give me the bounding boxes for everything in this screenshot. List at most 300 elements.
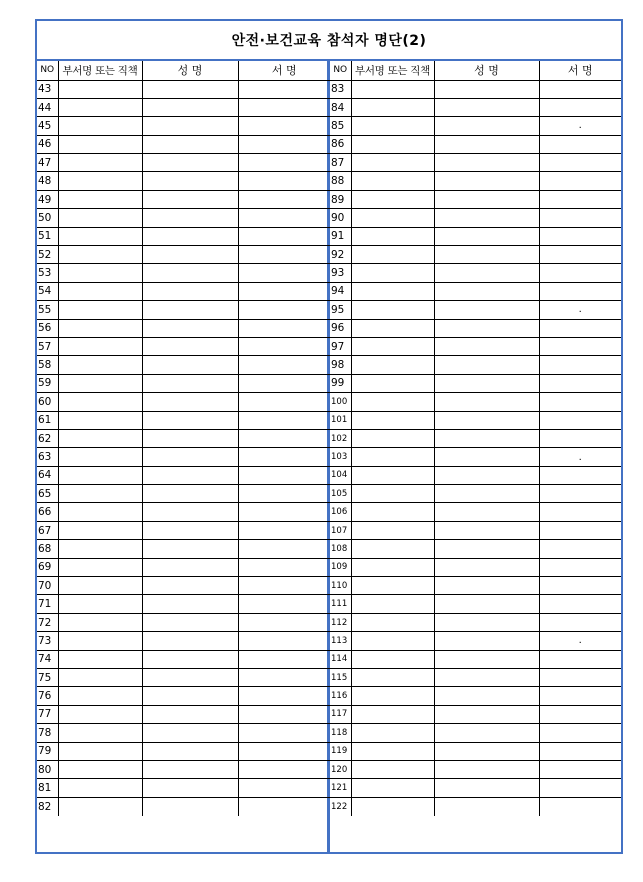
table-row <box>37 356 330 374</box>
name-cell[interactable] <box>142 393 238 411</box>
dept-cell[interactable] <box>58 374 142 392</box>
name-cell[interactable] <box>142 172 238 190</box>
row-number: 107 <box>330 521 351 539</box>
signature-cell[interactable] <box>238 117 330 135</box>
signature-cell[interactable] <box>539 650 621 668</box>
left-table-section <box>37 61 330 852</box>
name-cell[interactable] <box>434 521 539 539</box>
name-cell[interactable] <box>142 282 238 300</box>
dept-cell[interactable] <box>58 356 142 374</box>
dept-cell[interactable] <box>351 246 434 264</box>
name-cell[interactable] <box>434 246 539 264</box>
dept-cell[interactable] <box>58 595 142 613</box>
signature-cell[interactable] <box>539 742 621 760</box>
signature-cell[interactable] <box>539 190 621 208</box>
signature-cell[interactable] <box>238 393 330 411</box>
name-cell[interactable] <box>434 632 539 650</box>
dept-cell[interactable] <box>58 724 142 742</box>
table-row <box>37 282 330 300</box>
dept-cell[interactable] <box>351 558 434 576</box>
name-cell[interactable] <box>142 448 238 466</box>
dept-cell[interactable] <box>351 540 434 558</box>
row-number: 87 <box>330 154 351 172</box>
dept-cell[interactable] <box>58 521 142 539</box>
signature-cell[interactable] <box>238 301 330 319</box>
table-row <box>330 760 621 778</box>
signature-cell[interactable] <box>238 227 330 245</box>
name-cell[interactable] <box>142 190 238 208</box>
name-cell[interactable] <box>434 429 539 447</box>
table-row <box>330 540 621 558</box>
signature-cell[interactable] <box>238 98 330 116</box>
dept-cell[interactable] <box>351 264 434 282</box>
name-cell[interactable] <box>142 485 238 503</box>
row-number: 84 <box>330 98 351 116</box>
dept-cell[interactable] <box>58 760 142 778</box>
table-row <box>330 301 621 319</box>
header-no: NO <box>37 61 58 80</box>
signature-cell[interactable]: . <box>539 301 621 319</box>
signature-cell[interactable] <box>238 190 330 208</box>
dept-cell[interactable] <box>58 429 142 447</box>
name-cell[interactable] <box>142 705 238 723</box>
dept-cell[interactable] <box>351 779 434 797</box>
name-cell[interactable] <box>434 448 539 466</box>
dept-cell[interactable] <box>58 393 142 411</box>
table-row <box>330 209 621 227</box>
table-row <box>330 503 621 521</box>
row-number: 102 <box>330 429 351 447</box>
name-cell[interactable] <box>142 779 238 797</box>
row-number: 121 <box>330 779 351 797</box>
table-row <box>37 190 330 208</box>
signature-cell[interactable] <box>539 356 621 374</box>
name-cell[interactable] <box>142 319 238 337</box>
dept-cell[interactable] <box>351 466 434 484</box>
name-cell[interactable] <box>142 595 238 613</box>
name-cell[interactable] <box>142 466 238 484</box>
signature-cell[interactable] <box>539 521 621 539</box>
row-number: 74 <box>37 650 58 668</box>
name-cell[interactable] <box>434 135 539 153</box>
name-cell[interactable] <box>142 613 238 631</box>
signature-cell[interactable] <box>238 760 330 778</box>
name-cell[interactable] <box>142 98 238 116</box>
signature-cell[interactable] <box>539 466 621 484</box>
signature-cell[interactable] <box>539 154 621 172</box>
dept-cell[interactable] <box>58 540 142 558</box>
signature-cell[interactable] <box>539 80 621 98</box>
row-number: 86 <box>330 135 351 153</box>
dept-cell[interactable] <box>58 282 142 300</box>
name-cell[interactable] <box>142 374 238 392</box>
dept-cell[interactable] <box>58 117 142 135</box>
row-number: 85 <box>330 117 351 135</box>
signature-cell[interactable] <box>238 613 330 631</box>
table-row <box>37 540 330 558</box>
row-number: 65 <box>37 485 58 503</box>
dept-cell[interactable] <box>58 227 142 245</box>
signature-cell[interactable] <box>539 705 621 723</box>
name-cell[interactable] <box>142 80 238 98</box>
table-row <box>37 227 330 245</box>
name-cell[interactable] <box>434 613 539 631</box>
dept-cell[interactable] <box>58 705 142 723</box>
dept-cell[interactable] <box>351 374 434 392</box>
signature-cell[interactable] <box>539 503 621 521</box>
name-cell[interactable] <box>142 632 238 650</box>
dept-cell[interactable] <box>58 172 142 190</box>
row-number: 101 <box>330 411 351 429</box>
signature-cell[interactable] <box>238 246 330 264</box>
signature-cell[interactable] <box>539 558 621 576</box>
dept-cell[interactable] <box>58 80 142 98</box>
dept-cell[interactable] <box>351 724 434 742</box>
name-cell[interactable] <box>434 172 539 190</box>
dept-cell[interactable] <box>351 448 434 466</box>
signature-cell[interactable] <box>539 595 621 613</box>
name-cell[interactable] <box>434 503 539 521</box>
dept-cell[interactable] <box>58 632 142 650</box>
signature-cell[interactable] <box>238 595 330 613</box>
signature-cell[interactable]: . <box>539 448 621 466</box>
name-cell[interactable] <box>142 429 238 447</box>
dept-cell[interactable] <box>58 190 142 208</box>
signature-cell[interactable] <box>539 797 621 815</box>
signature-cell[interactable] <box>238 687 330 705</box>
dept-cell[interactable] <box>351 485 434 503</box>
name-cell[interactable] <box>434 466 539 484</box>
dept-cell[interactable] <box>351 301 434 319</box>
name-cell[interactable] <box>142 337 238 355</box>
name-cell[interactable] <box>434 540 539 558</box>
signature-cell[interactable] <box>539 227 621 245</box>
name-cell[interactable] <box>142 356 238 374</box>
signature-cell[interactable] <box>539 429 621 447</box>
signature-cell[interactable] <box>238 264 330 282</box>
signature-cell[interactable] <box>539 172 621 190</box>
dept-cell[interactable] <box>351 742 434 760</box>
signature-cell[interactable] <box>238 577 330 595</box>
table-row <box>37 650 330 668</box>
dept-cell[interactable] <box>351 687 434 705</box>
table-row <box>330 705 621 723</box>
signature-cell[interactable] <box>238 650 330 668</box>
name-cell[interactable] <box>142 503 238 521</box>
dept-cell[interactable] <box>58 246 142 264</box>
row-number: 53 <box>37 264 58 282</box>
name-cell[interactable] <box>142 154 238 172</box>
signature-cell[interactable] <box>238 429 330 447</box>
dept-cell[interactable] <box>58 154 142 172</box>
name-cell[interactable] <box>142 227 238 245</box>
signature-cell[interactable] <box>539 577 621 595</box>
signature-cell[interactable] <box>539 540 621 558</box>
dept-cell[interactable] <box>351 632 434 650</box>
name-cell[interactable] <box>434 650 539 668</box>
signature-cell[interactable] <box>539 246 621 264</box>
name-cell[interactable] <box>142 577 238 595</box>
signature-cell[interactable] <box>539 393 621 411</box>
signature-cell[interactable] <box>238 448 330 466</box>
dept-cell[interactable] <box>351 282 434 300</box>
name-cell[interactable] <box>434 190 539 208</box>
name-cell[interactable] <box>434 742 539 760</box>
signature-cell[interactable] <box>539 485 621 503</box>
dept-cell[interactable] <box>351 411 434 429</box>
dept-cell[interactable] <box>58 558 142 576</box>
signature-cell[interactable] <box>539 613 621 631</box>
dept-cell[interactable] <box>351 669 434 687</box>
dept-cell[interactable] <box>351 80 434 98</box>
name-cell[interactable] <box>434 705 539 723</box>
signature-cell[interactable] <box>238 466 330 484</box>
name-cell[interactable] <box>434 595 539 613</box>
header-sign: 서 명 <box>539 61 621 80</box>
row-number: 56 <box>37 319 58 337</box>
row-number: 90 <box>330 209 351 227</box>
table-row <box>330 246 621 264</box>
signature-cell[interactable] <box>539 337 621 355</box>
signature-cell[interactable] <box>539 411 621 429</box>
table-row <box>37 632 330 650</box>
signature-cell[interactable] <box>539 282 621 300</box>
name-cell[interactable] <box>142 264 238 282</box>
name-cell[interactable] <box>434 485 539 503</box>
name-cell[interactable] <box>434 227 539 245</box>
name-cell[interactable] <box>434 319 539 337</box>
signature-cell[interactable] <box>539 724 621 742</box>
name-cell[interactable] <box>142 117 238 135</box>
name-cell[interactable] <box>142 135 238 153</box>
row-number: 47 <box>37 154 58 172</box>
name-cell[interactable] <box>142 687 238 705</box>
name-cell[interactable] <box>434 209 539 227</box>
table-row <box>37 135 330 153</box>
signature-cell[interactable] <box>238 411 330 429</box>
name-cell[interactable] <box>434 154 539 172</box>
signature-cell[interactable] <box>238 374 330 392</box>
name-cell[interactable] <box>434 797 539 815</box>
signature-cell[interactable] <box>539 209 621 227</box>
row-number: 49 <box>37 190 58 208</box>
table-row <box>37 429 330 447</box>
name-cell[interactable] <box>434 393 539 411</box>
dept-cell[interactable] <box>351 503 434 521</box>
name-cell[interactable] <box>434 264 539 282</box>
signature-cell[interactable] <box>238 669 330 687</box>
dept-cell[interactable] <box>351 613 434 631</box>
row-number: 83 <box>330 80 351 98</box>
signature-cell[interactable] <box>238 135 330 153</box>
signature-cell[interactable]: . <box>539 117 621 135</box>
signature-cell[interactable] <box>238 172 330 190</box>
dept-cell[interactable] <box>58 319 142 337</box>
dept-cell[interactable] <box>351 319 434 337</box>
name-cell[interactable] <box>142 521 238 539</box>
name-cell[interactable] <box>142 411 238 429</box>
table-row <box>37 337 330 355</box>
dept-cell[interactable] <box>351 337 434 355</box>
row-number: 117 <box>330 705 351 723</box>
dept-cell[interactable] <box>58 742 142 760</box>
signature-cell[interactable] <box>539 669 621 687</box>
dept-cell[interactable] <box>58 135 142 153</box>
signature-cell[interactable]: . <box>539 632 621 650</box>
dept-cell[interactable] <box>58 613 142 631</box>
signature-cell[interactable] <box>238 797 330 815</box>
name-cell[interactable] <box>142 650 238 668</box>
name-cell[interactable] <box>142 724 238 742</box>
dept-cell[interactable] <box>58 687 142 705</box>
dept-cell[interactable] <box>351 797 434 815</box>
dept-cell[interactable] <box>351 135 434 153</box>
name-cell[interactable] <box>434 374 539 392</box>
dept-cell[interactable] <box>351 154 434 172</box>
dept-cell[interactable] <box>58 797 142 815</box>
name-cell[interactable] <box>434 337 539 355</box>
signature-cell[interactable] <box>539 135 621 153</box>
name-cell[interactable] <box>142 760 238 778</box>
signature-cell[interactable] <box>238 209 330 227</box>
name-cell[interactable] <box>142 797 238 815</box>
signature-cell[interactable] <box>238 779 330 797</box>
name-cell[interactable] <box>434 80 539 98</box>
name-cell[interactable] <box>434 98 539 116</box>
row-number: 43 <box>37 80 58 98</box>
name-cell[interactable] <box>434 760 539 778</box>
signature-cell[interactable] <box>238 558 330 576</box>
name-cell[interactable] <box>434 282 539 300</box>
dept-cell[interactable] <box>351 190 434 208</box>
signature-cell[interactable] <box>238 724 330 742</box>
dept-cell[interactable] <box>351 117 434 135</box>
signature-cell[interactable] <box>238 356 330 374</box>
table-row <box>330 466 621 484</box>
name-cell[interactable] <box>434 356 539 374</box>
table-row <box>330 393 621 411</box>
dept-cell[interactable] <box>351 209 434 227</box>
dept-cell[interactable] <box>58 209 142 227</box>
table-row <box>330 650 621 668</box>
table-row <box>330 724 621 742</box>
signature-cell[interactable] <box>539 264 621 282</box>
dept-cell[interactable] <box>58 411 142 429</box>
dept-cell[interactable] <box>351 356 434 374</box>
row-number: 115 <box>330 669 351 687</box>
signature-cell[interactable] <box>238 485 330 503</box>
name-cell[interactable] <box>142 209 238 227</box>
name-cell[interactable] <box>434 301 539 319</box>
signature-cell[interactable] <box>238 337 330 355</box>
signature-cell[interactable] <box>238 80 330 98</box>
row-number: 62 <box>37 429 58 447</box>
name-cell[interactable] <box>434 577 539 595</box>
dept-cell[interactable] <box>351 98 434 116</box>
signature-cell[interactable] <box>539 760 621 778</box>
dept-cell[interactable] <box>351 227 434 245</box>
dept-cell[interactable] <box>58 301 142 319</box>
table-row <box>330 797 621 815</box>
name-cell[interactable] <box>434 724 539 742</box>
table-row <box>37 485 330 503</box>
signature-cell[interactable] <box>238 282 330 300</box>
dept-cell[interactable] <box>58 650 142 668</box>
signature-cell[interactable] <box>238 705 330 723</box>
dept-cell[interactable] <box>351 705 434 723</box>
table-row <box>37 669 330 687</box>
dept-cell[interactable] <box>58 337 142 355</box>
dept-cell[interactable] <box>351 577 434 595</box>
signature-cell[interactable] <box>238 521 330 539</box>
dept-cell[interactable] <box>58 448 142 466</box>
dept-cell[interactable] <box>351 595 434 613</box>
name-cell[interactable] <box>434 669 539 687</box>
dept-cell[interactable] <box>351 172 434 190</box>
dept-cell[interactable] <box>58 466 142 484</box>
name-cell[interactable] <box>142 742 238 760</box>
signature-cell[interactable] <box>539 319 621 337</box>
row-number: 63 <box>37 448 58 466</box>
signature-cell[interactable] <box>539 374 621 392</box>
signature-cell[interactable] <box>238 540 330 558</box>
row-number: 48 <box>37 172 58 190</box>
name-cell[interactable] <box>434 117 539 135</box>
dept-cell[interactable] <box>58 779 142 797</box>
dept-cell[interactable] <box>58 577 142 595</box>
name-cell[interactable] <box>434 687 539 705</box>
dept-cell[interactable] <box>351 760 434 778</box>
signature-cell[interactable] <box>238 742 330 760</box>
signature-cell[interactable] <box>238 632 330 650</box>
name-cell[interactable] <box>142 301 238 319</box>
name-cell[interactable] <box>142 540 238 558</box>
name-cell[interactable] <box>142 558 238 576</box>
signature-cell[interactable] <box>238 154 330 172</box>
name-cell[interactable] <box>434 411 539 429</box>
row-number: 60 <box>37 393 58 411</box>
name-cell[interactable] <box>434 779 539 797</box>
dept-cell[interactable] <box>58 98 142 116</box>
dept-cell[interactable] <box>58 669 142 687</box>
dept-cell[interactable] <box>351 650 434 668</box>
row-number: 67 <box>37 521 58 539</box>
dept-cell[interactable] <box>58 264 142 282</box>
dept-cell[interactable] <box>351 521 434 539</box>
signature-cell[interactable] <box>238 319 330 337</box>
signature-cell[interactable] <box>539 98 621 116</box>
name-cell[interactable] <box>142 669 238 687</box>
table-row <box>330 613 621 631</box>
row-number: 44 <box>37 98 58 116</box>
dept-cell[interactable] <box>351 429 434 447</box>
dept-cell[interactable] <box>351 393 434 411</box>
dept-cell[interactable] <box>58 503 142 521</box>
name-cell[interactable] <box>434 558 539 576</box>
row-number: 108 <box>330 540 351 558</box>
row-number: 73 <box>37 632 58 650</box>
name-cell[interactable] <box>142 246 238 264</box>
header-dept: 부서명 또는 직책 <box>351 61 434 80</box>
signature-cell[interactable] <box>539 687 621 705</box>
signature-cell[interactable] <box>539 779 621 797</box>
table-row <box>330 356 621 374</box>
row-number: 104 <box>330 466 351 484</box>
row-number: 91 <box>330 227 351 245</box>
dept-cell[interactable] <box>58 485 142 503</box>
table-row <box>37 246 330 264</box>
signature-cell[interactable] <box>238 503 330 521</box>
